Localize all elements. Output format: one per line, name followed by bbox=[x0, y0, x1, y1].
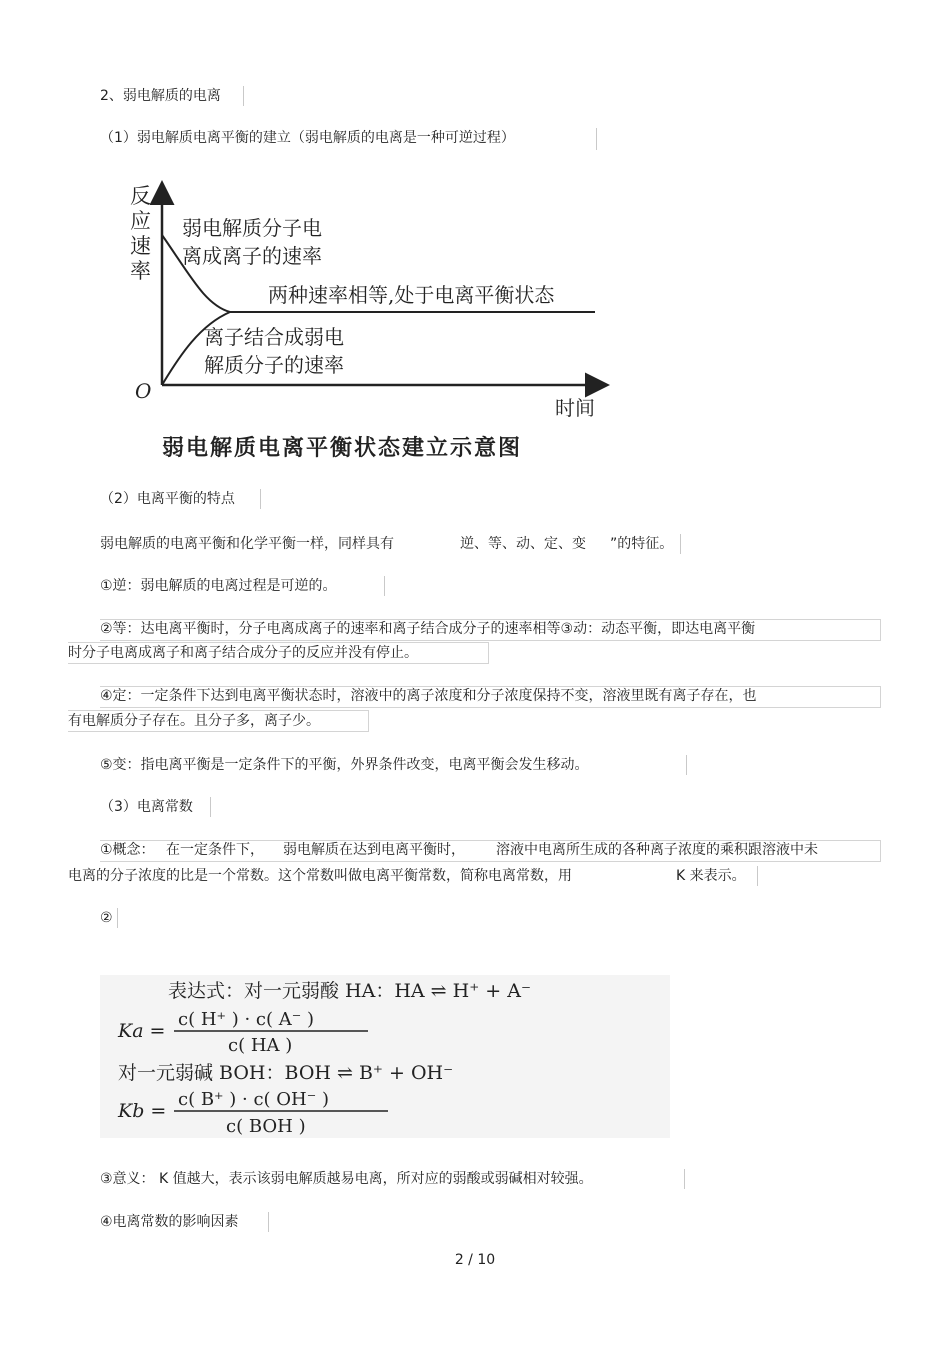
origin-label: O bbox=[135, 379, 152, 403]
constant-concept-d: 溶液中电离所生成的各种离子浓度的乘积跟溶液中未 bbox=[496, 842, 818, 858]
equilibrium-figure bbox=[120, 175, 610, 465]
text-caret bbox=[210, 797, 211, 817]
text-caret bbox=[680, 534, 681, 554]
expression-marker: ② bbox=[100, 910, 113, 926]
y-axis-label-char: 应 bbox=[130, 209, 151, 233]
constant-meaning: ③意义： K 值越大，表示该弱电解质越易电离，所对应的弱酸或弱碱相对较强。 bbox=[100, 1171, 593, 1187]
kb-denominator: c( BOH ) bbox=[226, 1116, 306, 1137]
paragraph-intro-features: 逆、等、动、定、变 bbox=[460, 536, 586, 552]
acid-expression: 表达式：对一元弱酸 HA：HA ⇌ H⁺ + A⁻ bbox=[168, 980, 531, 1002]
text-caret bbox=[757, 866, 758, 886]
feature-fixed-line1: ④定：一定条件下达到电离平衡状态时，溶液中的离子浓度和分子浓度保持不变，溶液里既有离子存在，也 bbox=[100, 688, 757, 704]
text-caret bbox=[684, 1169, 685, 1189]
reverse-rate-label: 离子结合成弱电 bbox=[204, 325, 344, 349]
text-caret bbox=[384, 576, 385, 596]
paragraph-intro-end: ”的特征。 bbox=[610, 536, 674, 552]
constant-factors: ④电离常数的影响因素 bbox=[100, 1214, 239, 1230]
y-axis-label-char: 反 bbox=[130, 184, 151, 208]
forward-rate-label: 离成离子的速率 bbox=[182, 244, 322, 268]
text-caret bbox=[117, 908, 118, 928]
ka-denominator: c( HA ) bbox=[228, 1035, 293, 1056]
text-caret bbox=[260, 489, 261, 509]
dissociation-constant-formula bbox=[100, 975, 670, 1138]
feature-reversible: ①逆：弱电解质的电离过程是可逆的。 bbox=[100, 578, 337, 594]
feature-equal-line1: ②等：达电离平衡时，分子电离成离子的速率和离子结合成分子的速率相等③动：动态平衡，即达电离平衡 bbox=[100, 621, 756, 637]
subsection-heading-3: （3）电离常数 bbox=[100, 799, 193, 815]
section-heading: 2、弱电解质的电离 bbox=[100, 88, 221, 104]
base-expression: 对一元弱碱 BOH：BOH ⇌ B⁺ + OH⁻ bbox=[118, 1062, 454, 1084]
page-number: 2 / 10 bbox=[454, 1252, 496, 1268]
paragraph-intro: 弱电解质的电离平衡和化学平衡一样，同样具有 bbox=[100, 536, 394, 552]
kb-numerator: c( B⁺ ) · c( OH⁻ ) bbox=[178, 1089, 329, 1110]
y-axis-label-char: 速 bbox=[130, 234, 151, 258]
subsection-heading-1: （1）弱电解质电离平衡的建立（弱电解质的电离是一种可逆过程） bbox=[100, 130, 515, 146]
kb-label: Kb = bbox=[118, 1100, 167, 1122]
equilibrium-label: 两种速率相等,处于电离平衡状态 bbox=[268, 283, 555, 307]
text-caret bbox=[268, 1212, 269, 1232]
constant-concept-line2: 电离的分子浓度的比是一个常数。这个常数叫做电离平衡常数，简称电离常数，用 bbox=[68, 868, 572, 884]
y-axis-label-char: 率 bbox=[130, 259, 151, 283]
forward-rate-label: 弱电解质分子电 bbox=[182, 216, 322, 240]
text-caret bbox=[686, 755, 687, 775]
constant-concept-c: 弱电解质在达到电离平衡时， bbox=[283, 842, 465, 858]
feature-change: ⑤变：指电离平衡是一定条件下的平衡，外界条件改变，电离平衡会发生移动。 bbox=[100, 757, 589, 773]
text-caret bbox=[243, 86, 244, 106]
constant-concept-a: ①概念： bbox=[100, 842, 155, 858]
ka-label: Ka = bbox=[118, 1020, 166, 1042]
subsection-heading-2: （2）电离平衡的特点 bbox=[100, 491, 235, 507]
x-axis-label: 时间 bbox=[555, 396, 595, 420]
feature-equal-line2: 时分子电离成离子和离子结合成分子的反应并没有停止。 bbox=[68, 645, 418, 661]
figure-caption: 弱电解质电离平衡状态建立示意图 bbox=[162, 435, 523, 461]
text-caret bbox=[596, 128, 597, 150]
constant-symbol-k: K 来表示。 bbox=[676, 868, 746, 884]
reverse-rate-label: 解质分子的速率 bbox=[204, 353, 344, 377]
feature-fixed-line2: 有电解质分子存在。且分子多，离子少。 bbox=[68, 713, 320, 729]
constant-concept-b: 在一定条件下， bbox=[166, 842, 264, 858]
ka-numerator: c( H⁺ ) · c( A⁻ ) bbox=[178, 1009, 315, 1030]
